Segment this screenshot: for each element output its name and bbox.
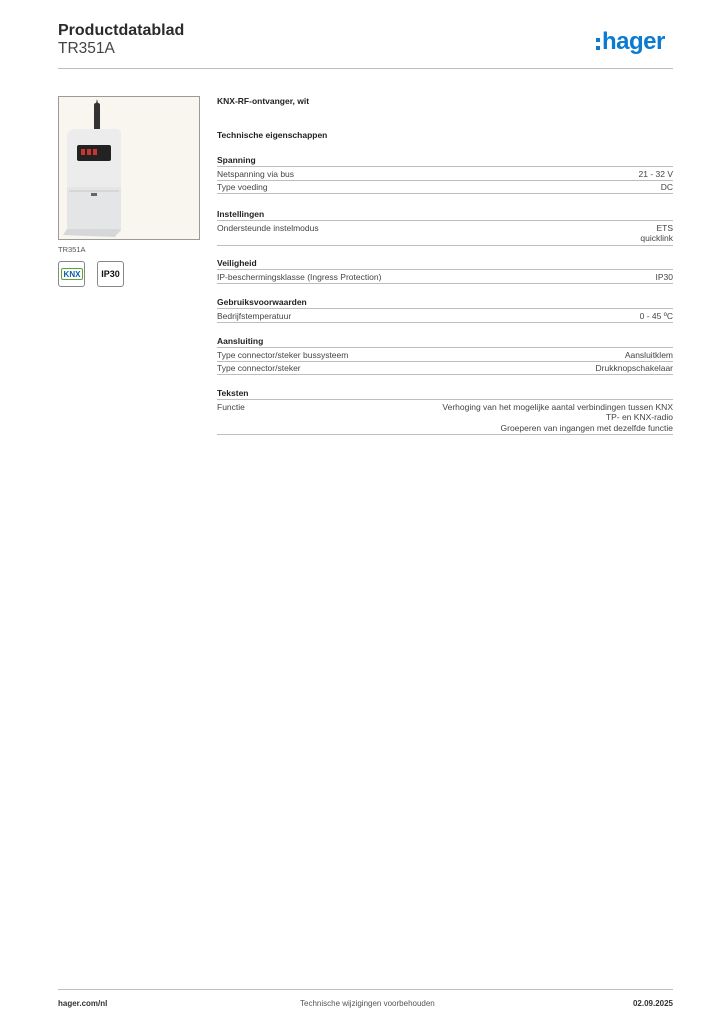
spec-label: Bedrijfstemperatuur	[217, 310, 292, 321]
spec-row	[217, 269, 673, 284]
spec-value: DC	[660, 182, 673, 192]
logo-text: hager	[602, 28, 665, 55]
knx-badge	[58, 261, 85, 287]
spec-row	[217, 220, 673, 246]
image-caption: TR351A	[58, 245, 86, 254]
knx-logo-icon	[61, 268, 83, 280]
receiver-device-icon	[59, 97, 199, 239]
page-title: Productdatablad	[58, 22, 185, 39]
ip30-badge: IP30	[97, 261, 124, 287]
section-veiligheid	[217, 258, 673, 284]
section-title: Spanning	[217, 155, 256, 165]
spec-row	[217, 166, 673, 180]
spec-row	[217, 361, 673, 376]
spec-value: IP30	[655, 271, 673, 282]
section-title: Instellingen	[217, 209, 265, 219]
section-title: Gebruiksvoorwaarden	[217, 297, 307, 307]
product-code: TR351A	[58, 40, 115, 57]
spec-label: Type connector/steker bussysteem	[217, 349, 349, 360]
section-aansluiting	[217, 336, 673, 375]
spec-value: 0 - 45 ºC	[639, 310, 673, 321]
spec-label: Functie	[217, 401, 245, 412]
footer-date: 02.09.2025	[632, 999, 673, 1008]
spec-value: Drukknopschakelaar	[595, 363, 673, 373]
spec-row	[217, 308, 673, 323]
spec-row	[217, 399, 673, 435]
section-spanning	[217, 155, 673, 194]
section-title: Veiligheid	[217, 258, 257, 268]
footer-divider	[58, 989, 673, 990]
header-divider	[58, 68, 673, 69]
tech-heading: Technische eigenschappen	[217, 130, 328, 140]
spec-value	[442, 402, 673, 434]
section-title: Aansluiting	[217, 336, 264, 346]
footer-website-link[interactable]: hager.com/nl	[58, 999, 108, 1008]
spec-value-line: Groeperen van ingangen met dezelfde functie	[500, 422, 673, 433]
section-gebruiksvoorwaarden	[217, 297, 673, 323]
spec-value-line: TP- en KNX-radio	[605, 412, 673, 422]
spec-value: 21 - 32 V	[638, 168, 673, 179]
spec-value-line: ETS	[656, 222, 673, 233]
product-title: KNX-RF-ontvanger, wit	[217, 96, 310, 106]
section-teksten	[217, 388, 673, 435]
section-instellingen	[217, 209, 673, 246]
spec-label: IP-beschermingsklasse (Ingress Protection)	[217, 271, 382, 282]
spec-label: Type voeding	[217, 182, 268, 192]
hager-logo	[596, 28, 665, 56]
spec-row	[217, 180, 673, 195]
footer-disclaimer: Technische wijzigingen voorbehouden	[300, 999, 435, 1008]
spec-value	[640, 223, 673, 244]
spec-value: Aansluitklem	[624, 349, 673, 360]
spec-label: Netspanning via bus	[217, 168, 295, 179]
spec-value-line: Verhoging van het mogelijke aantal verbindingen tussen KNX	[442, 401, 673, 412]
section-title: Teksten	[217, 388, 249, 398]
knx-badge-text: KNX	[63, 270, 80, 279]
spec-label: Type connector/steker	[217, 363, 301, 373]
product-image	[58, 96, 200, 240]
spec-label: Ondersteunde instelmodus	[217, 222, 319, 233]
spec-value-line: quicklink	[640, 233, 673, 243]
spec-row	[217, 347, 673, 361]
logo-dots-icon	[596, 38, 600, 50]
